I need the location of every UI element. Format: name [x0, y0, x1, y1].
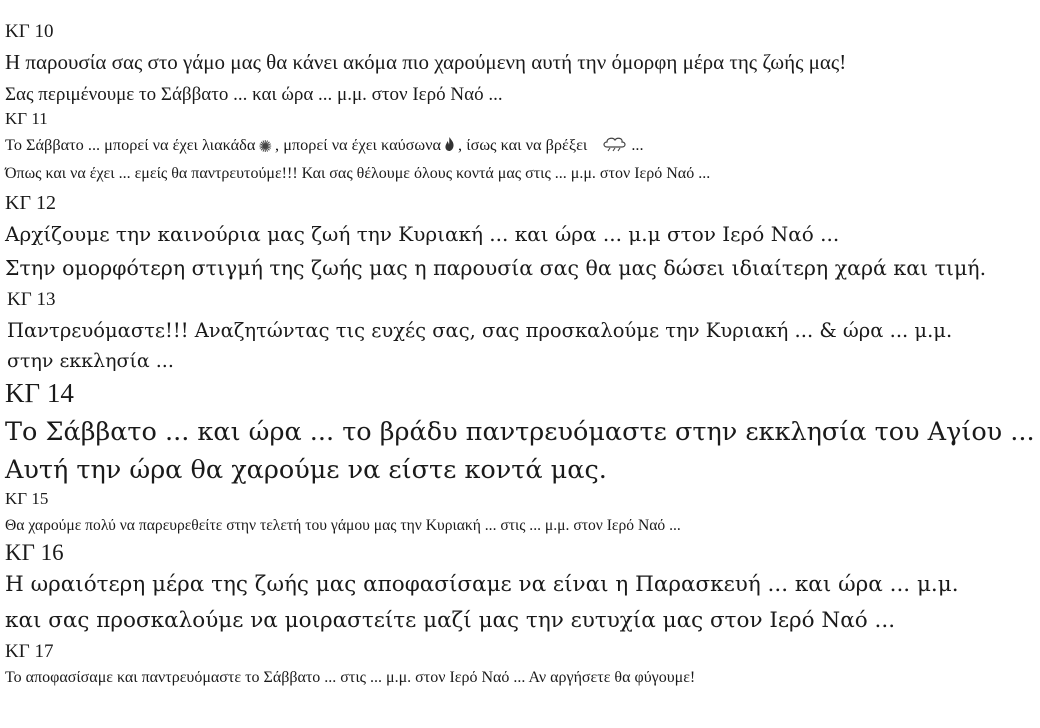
block-code-12: ΚΓ 12 [5, 192, 57, 214]
block-14-line-2: Αυτή την ώρα θα χαρούμε να είστε κοντά μας. [5, 455, 607, 485]
block-code-16: ΚΓ 16 [5, 540, 64, 565]
rain-cloud-icon [601, 136, 629, 152]
block-10-line-2: Σας περιμένουμε το Σάββατο ... και ώρα ... μ.μ. στον Ιερό Ναό ... [5, 84, 503, 105]
flame-icon [444, 136, 455, 155]
block-code-10: ΚΓ 10 [5, 21, 54, 42]
block-14-line-1: Το Σάββατο ... και ώρα ... το βράδυ παντρευόμαστε στην εκκλησία του Αγίου ... [5, 417, 1035, 447]
block-12-line-1: Αρχίζουμε την καινούρια μας ζωή την Κυριακή ... και ώρα ... μ.μ στον Ιερό Ναό ... [5, 222, 840, 246]
block-11-text-c: , ίσως και να βρέξει [458, 135, 588, 154]
block-11-line-1 [5, 136, 644, 155]
block-15-line-1: Θα χαρούμε πολύ να παρευρεθείτε στην τελετή του γάμου μας την Κυριακή ... στις ... μ.μ. στον Ιερό Ναό ... [5, 517, 681, 534]
block-11-line-2: Όπως και να έχει ... εμείς θα παντρευτούμε!!! Και σας θέλουμε όλους κοντά μας στις ... μ.μ. στον Ιερό Ναό ... [5, 165, 711, 182]
block-10-line-1: Η παρουσία σας στο γάμο μας θα κάνει ακόμα πιο χαρούμενη αυτή την όμορφη μέρα της ζωής μας! [5, 50, 847, 74]
block-11-text-a: Το Σάββατο ... μπορεί να έχει λιακάδα [5, 135, 256, 154]
sun-icon: ✺ [258, 137, 273, 156]
block-code-11: ΚΓ 11 [5, 109, 48, 128]
block-code-15: ΚΓ 15 [5, 489, 49, 508]
block-code-13: ΚΓ 13 [7, 289, 56, 310]
block-17-line-1: Το αποφασίσαμε και παντρευόμαστε το Σάββατο ... στις ... μ.μ. στον Ιερό Ναό ... Αν αργήσετε θα φύγουμε! [5, 669, 696, 686]
block-code-17: ΚΓ 17 [5, 641, 54, 662]
block-code-14: ΚΓ 14 [5, 378, 74, 408]
block-11-text-b: , μπορεί να έχει καύσωνα [275, 135, 442, 154]
block-16-line-1: Η ωραιότερη μέρα της ζωής μας αποφασίσαμε να είναι η Παρασκευή ... και ώρα ... μ.μ. [5, 572, 959, 597]
block-13-line-1: Παντρευόμαστε!!! Αναζητώντας τις ευχές σας, σας προσκαλούμε την Κυριακή ... & ώρα ... μ.μ. [7, 319, 953, 342]
block-16-line-2: και σας προσκαλούμε να μοιραστείτε μαζί μας την ευτυχία μας στον Ιερό Ναό ... [5, 608, 896, 633]
block-13-line-2: στην εκκλησία ... [7, 350, 174, 372]
block-11-text-d: ... [631, 135, 644, 154]
block-12-line-2: Στην ομορφότερη στιγμή της ζωής μας η παρουσία σας θα μας δώσει ιδιαίτερη χαρά και τιμή. [5, 256, 987, 280]
